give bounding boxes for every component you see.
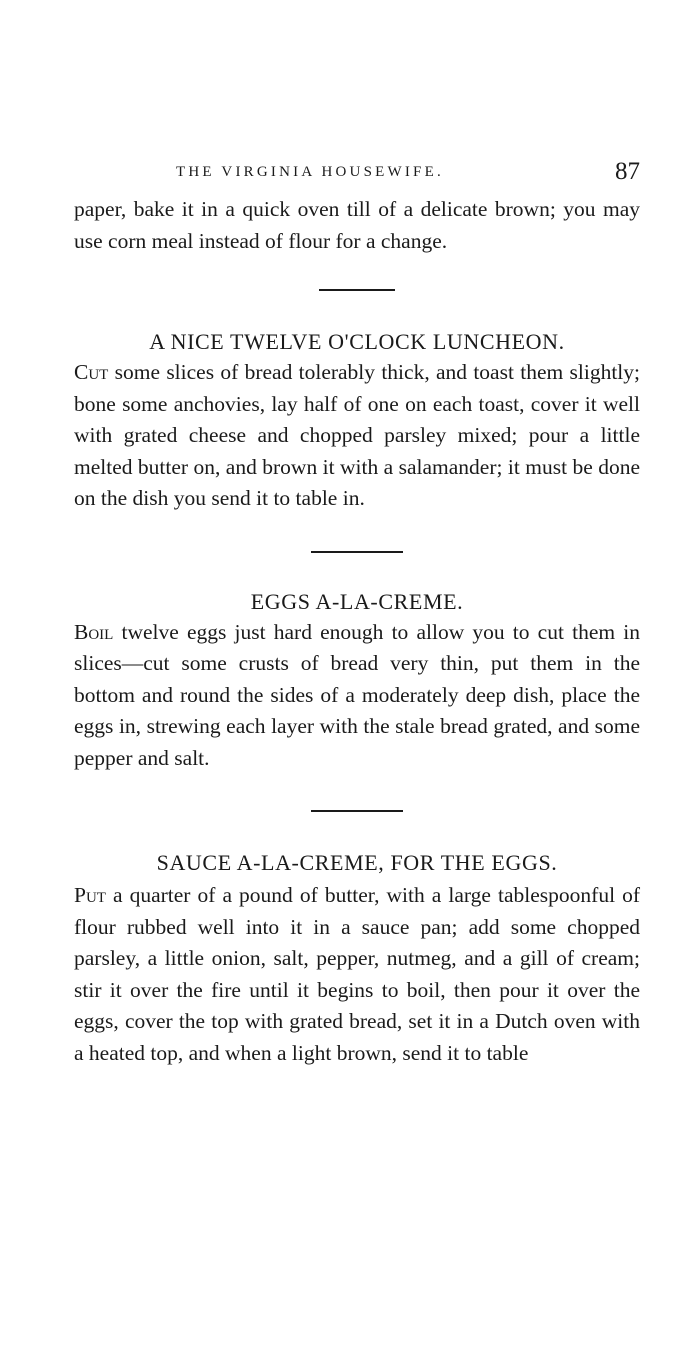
section-divider (311, 551, 403, 553)
recipe-title-eggs: EGGS A-LA-CREME. (250, 588, 464, 614)
recipe-lead-word: Boil (74, 619, 114, 644)
book-page (74, 160, 640, 1069)
running-title: THE VIRGINIA HOUSEWIFE. (176, 164, 444, 180)
section-divider (311, 810, 403, 812)
recipe-text: a quarter of a pound of butter, with a large tablespoonful of flour rubbed well into it in a sauce pan; add some chopped parsley, a little onion, salt, pepper, nutmeg, and a gill of cream; stir it over the fire until it begins to boil, then pour it over the eggs, cover the top with grated bread, set it in a Dutch oven with a heated top, and when a light brown, send it to table (74, 883, 640, 1065)
running-head (74, 160, 640, 194)
recipe-body-sauce (74, 880, 640, 1069)
recipe-title-luncheon: A NICE TWELVE O'CLOCK LUNCHEON. (149, 329, 565, 354)
recipe-title-sauce: SAUCE A-LA-CREME, FOR THE EGGS. (156, 850, 558, 875)
recipe-text: twelve eggs just hard enough to allow you to cut them in slices—cut some crusts of bread very thin, put them in the bottom and round the sides of a moderately deep dish, place the eggs in, strewing each layer with the stale bread grated, and some pepper and salt. (74, 619, 640, 770)
recipe-body-eggs (74, 617, 640, 775)
section-divider (319, 289, 395, 291)
continuation-paragraph: paper, bake it in a quick oven till of a delicate brown; you may use corn meal instead of flour for a change. (74, 197, 640, 253)
recipe-text: some slices of bread tolerably thick, and toast them slightly; bone some anchovies, lay half of one on each toast, cover it well with grated cheese and chopped parsley mixed; pour a little melted butter on, and brown it with a salamander; it must be done on the dish you send it to table in. (74, 360, 640, 510)
recipe-lead-word: Cut (74, 360, 109, 384)
recipe-body-luncheon (74, 357, 640, 515)
page-number: 87 (615, 158, 640, 185)
recipe-lead-word: Put (74, 883, 106, 907)
